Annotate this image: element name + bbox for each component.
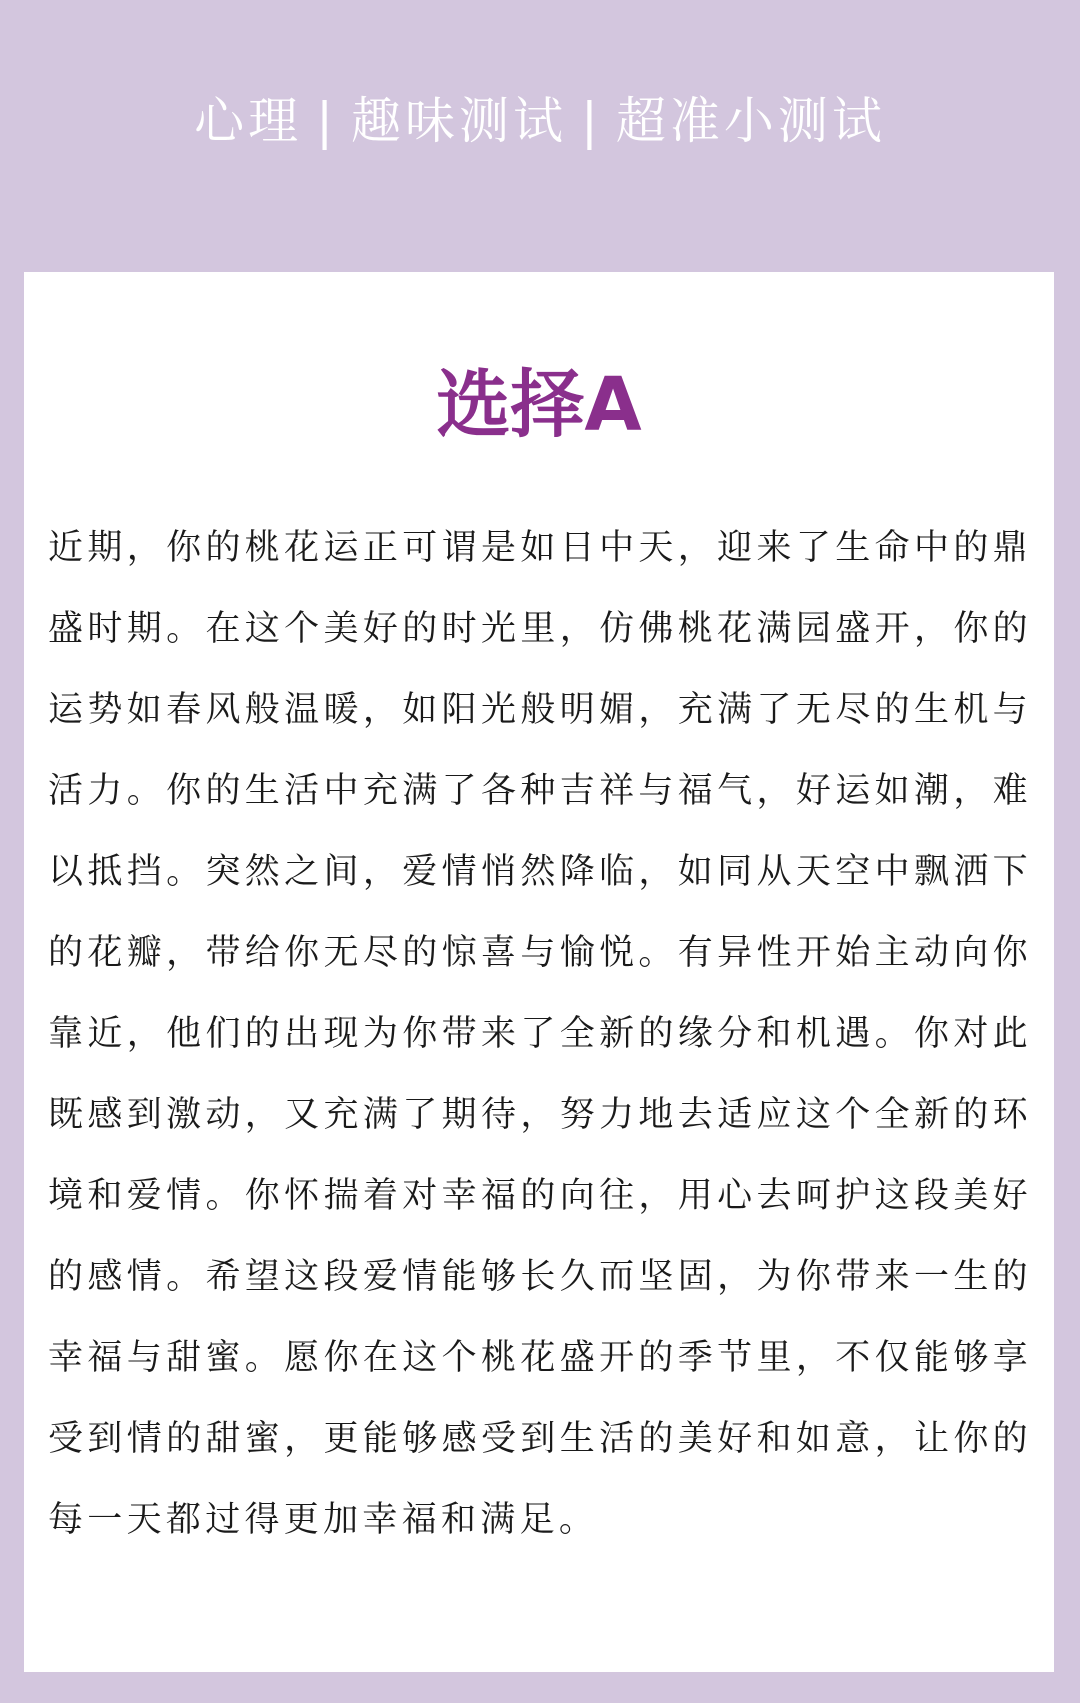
header-subtitle: 超准小测试: [615, 92, 886, 150]
result-title: 选择A: [436, 362, 642, 448]
header-separator: |: [581, 92, 602, 150]
result-card: [24, 272, 1054, 1672]
header-category: 心理: [194, 92, 303, 150]
header-separator: |: [316, 92, 337, 150]
header-topic: 趣味测试: [351, 92, 567, 150]
result-description: 近期，你的桃花运正可谓是如日中天，迎来了生命中的鼎盛时期。在这个美好的时光里，仿佛桃花满园盛开，你的运势如春风般温暖，如阳光般明媚，充满了无尽的生机与活力。你的生活中充满了各种吉祥与福气，好运如潮，难以抵挡。突然之间，爱情悄然降临，如同从天空中飘洒下的花瓣，带给你无尽的惊喜与愉悦。有异性开始主动向你靠近，他们的出现为你带来了全新的缘分和机遇。你对此既感到激动，又充满了期待，努力地去适应这个全新的环境和爱情。你怀揣着对幸福的向往，用心去呵护这段美好的感情。希望这段爱情能够长久而坚固，为你带来一生的幸福与甜蜜。愿你在这个桃花盛开的季节里，不仅能够享受到情的甜蜜，更能够感受到生活的美好和如意，让你的每一天都过得更加幸福和满足。: [48, 528, 1032, 1540]
page-header: [0, 86, 1080, 156]
